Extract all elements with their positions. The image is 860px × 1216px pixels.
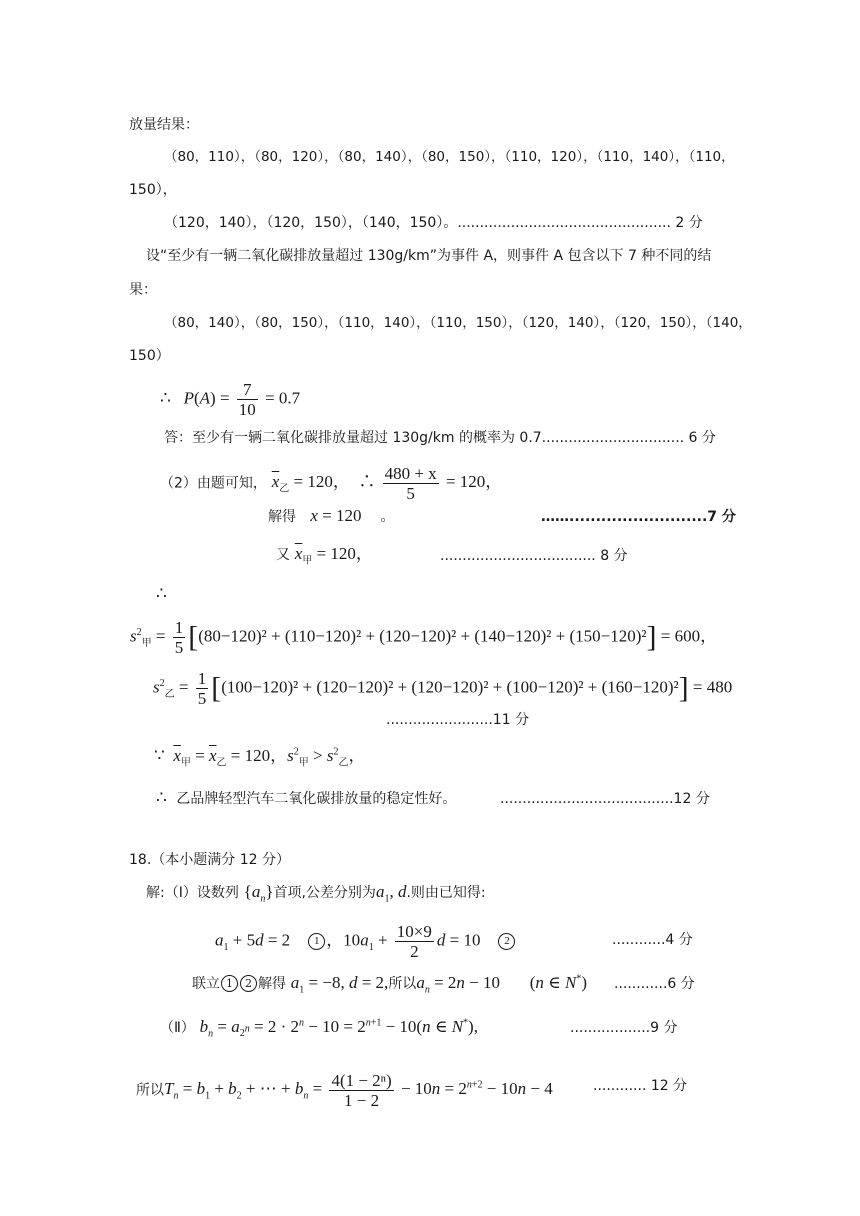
problem-18-intro: 解:（Ⅰ）设数列 $\{a_n\}$首项,公差分别为$a_1$, d.则由已知得: — [146, 882, 486, 905]
text-line: （80，110），（80，120），（80，140），（80，150），（110，120），（110，140），（110， — [164, 149, 735, 165]
frac-numerator: 7 — [237, 380, 258, 400]
score-12b: ............ 12 分 — [593, 1078, 688, 1094]
score-7: ……..........................7 分 — [541, 509, 736, 525]
score-4: ............4 分 — [612, 932, 693, 948]
text-line: 150）， — [129, 182, 177, 198]
probability-value: 0.7 — [278, 388, 301, 408]
text-line: （120，140），（120，150），（140，150）。................................................ 2 分 — [164, 215, 703, 231]
equation-system: $a_1 + 5d = 2$ 1 ，$10a_1$ + $\frac{10\times 9}{2}$ d = 10 2 — [215, 922, 516, 961]
text-line: 答：至少有一辆二氧化碳排放量超过 130g/km 的概率为 0.7................................ 6 分 — [164, 430, 716, 446]
text-line: 果： — [129, 282, 157, 298]
variance-jia-formula: $s^2_甲$ = $\frac{1}{5}$ [(80−120)² + (110−120)² + (120−120)² + (140−120)² + (150−120)²] = 600， — [130, 618, 718, 657]
bn-formula: （Ⅱ） $b_n = a_{2^n} = 2 \cdot 2^n - 10 = 2^{n+1} - 10(n$ ∈ N*), — [160, 1017, 478, 1040]
probability-formula: ∴ P(A) = $\frac{7}{10}$ = 0.7 — [160, 380, 301, 419]
score-9: ..................9 分 — [570, 1020, 678, 1036]
score-11: ........................11 分 — [386, 712, 530, 728]
therefore-symbol: ∴ — [156, 584, 167, 603]
problem-18-heading: 18.（本小题满分 12 分） — [129, 852, 290, 868]
text-line: 150） — [129, 348, 170, 364]
variance-yi-formula: $s^2_乙$ = $\frac{1}{5}$ [(100−120)² + (120−120)² + (120−120)² + (100−120)² + (160−120)²] = 480 — [153, 669, 733, 708]
solve-x-line: 解得 x = 120 。 — [268, 506, 395, 525]
frac-denominator: 10 — [238, 400, 256, 419]
mean-jia-line: 又 $\overline{x}_甲 = 120$， — [276, 544, 373, 567]
text-line: 放量结果： — [129, 117, 199, 133]
because-line: ∵ $\overline{x}_甲 = \overline{x}_乙 = 120$，$s^2_甲 > s^2_乙$， — [154, 746, 366, 769]
text-line: （80，140），（80，150），（110，140），（110，150），（120，140），（120，150），（140， — [164, 315, 752, 331]
text-line: 设“至少有一辆二氧化碳排放量超过 130g/km”为事件 A，则事件 A 包含以下 7 种不同的结 — [146, 248, 712, 264]
mean-yi-line: （2）由题可知， $\overline{x}_乙 = 120$， ∴ $\frac{480 + x}{5}$ = 120， — [160, 464, 503, 503]
conclusion-line: ∴ 乙品牌轻型汽车二氧化碳排放量的稳定性好。 — [156, 788, 457, 807]
score-12: .......................................12 分 — [500, 791, 710, 807]
tn-formula: 所以$T_n = b_1 + b_2$ + ⋯ + $b_n$ = $\frac{\text{4(1 − 2ⁿ)}}{1 - 2}$ − $10n = 2^{n+2} - 10n - 4$ — [136, 1071, 553, 1110]
score-8: ................................... 8 分 — [440, 548, 628, 564]
score-6: ............6 分 — [614, 976, 695, 992]
solution-line: 联立 1 2 解得 $a_1 = -8$, d = 2,所以$a_n = 2n - 10$ (n ∈ N*) — [192, 973, 588, 996]
